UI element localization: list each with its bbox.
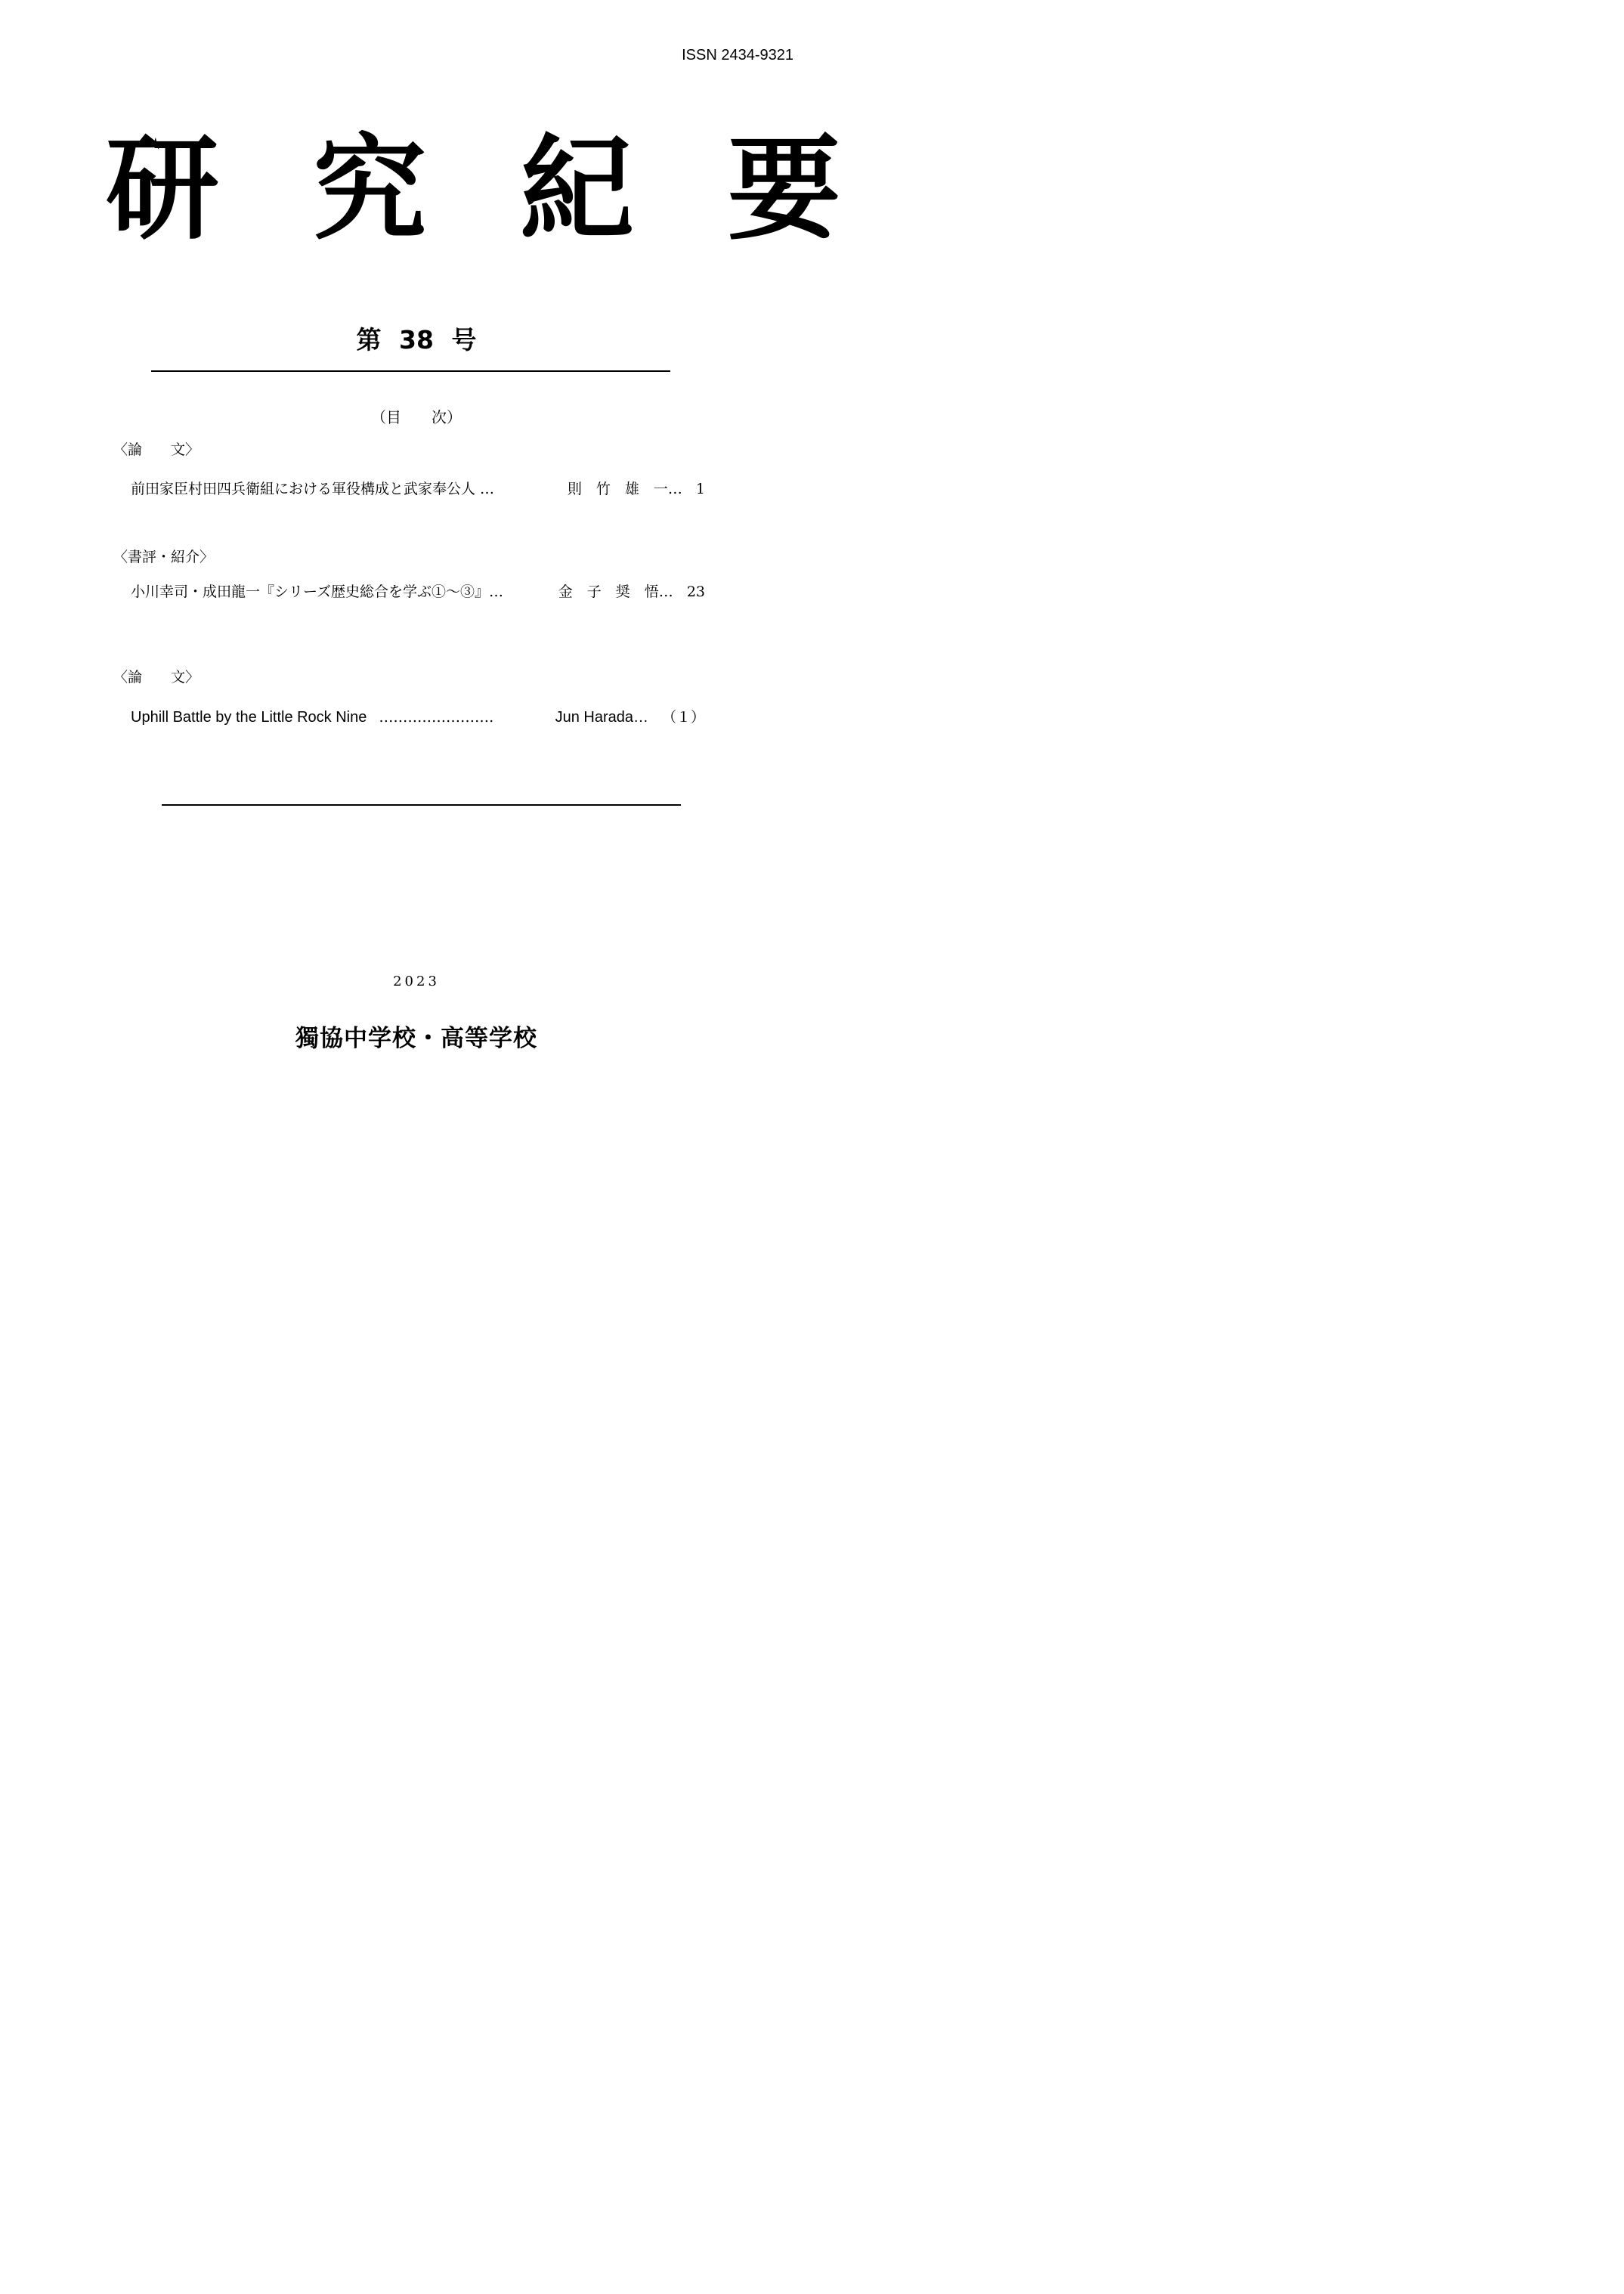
publication-year: 2023 xyxy=(393,974,440,989)
toc-entry xyxy=(131,478,705,498)
toc-heading: （目 次） xyxy=(371,408,462,426)
toc-entry-author: 則 竹 雄 一… xyxy=(567,481,682,497)
toc-entry xyxy=(131,580,705,601)
toc-entry-page: （１） xyxy=(661,709,705,726)
toc-entry-leader: …………………… xyxy=(379,709,494,726)
toc-entry-title: 小川幸司・成田龍一『シリーズ歴史総合を学ぶ①〜③』… xyxy=(131,584,504,600)
issn-number: ISSN 2434-9321 xyxy=(682,47,793,63)
toc-entry-page: 1 xyxy=(695,481,705,497)
top-divider xyxy=(151,370,670,372)
publisher-name: 獨協中学校・高等学校 xyxy=(295,1025,537,1052)
toc-entry-title: 前田家臣村田四兵衛組における軍役構成と武家奉公人 … xyxy=(131,481,495,497)
issue-number: 第 38 号 xyxy=(356,325,477,354)
toc-entry xyxy=(131,706,705,726)
journal-title: 研 究 紀 要 xyxy=(106,122,868,255)
toc-entry-author: 金 子 奨 悟… xyxy=(558,584,673,600)
section-heading-articles: 〈論 文〉 xyxy=(113,441,200,458)
toc-entry-page: 23 xyxy=(686,584,705,600)
section-heading-reviews: 〈書評・紹介〉 xyxy=(113,549,215,565)
bottom-divider xyxy=(162,804,681,806)
toc-entry-author: Jun Harada… xyxy=(555,709,648,726)
section-heading-articles-english: 〈論 文〉 xyxy=(113,669,200,686)
toc-entry-title: Uphill Battle by the Little Rock Nine xyxy=(131,709,367,726)
